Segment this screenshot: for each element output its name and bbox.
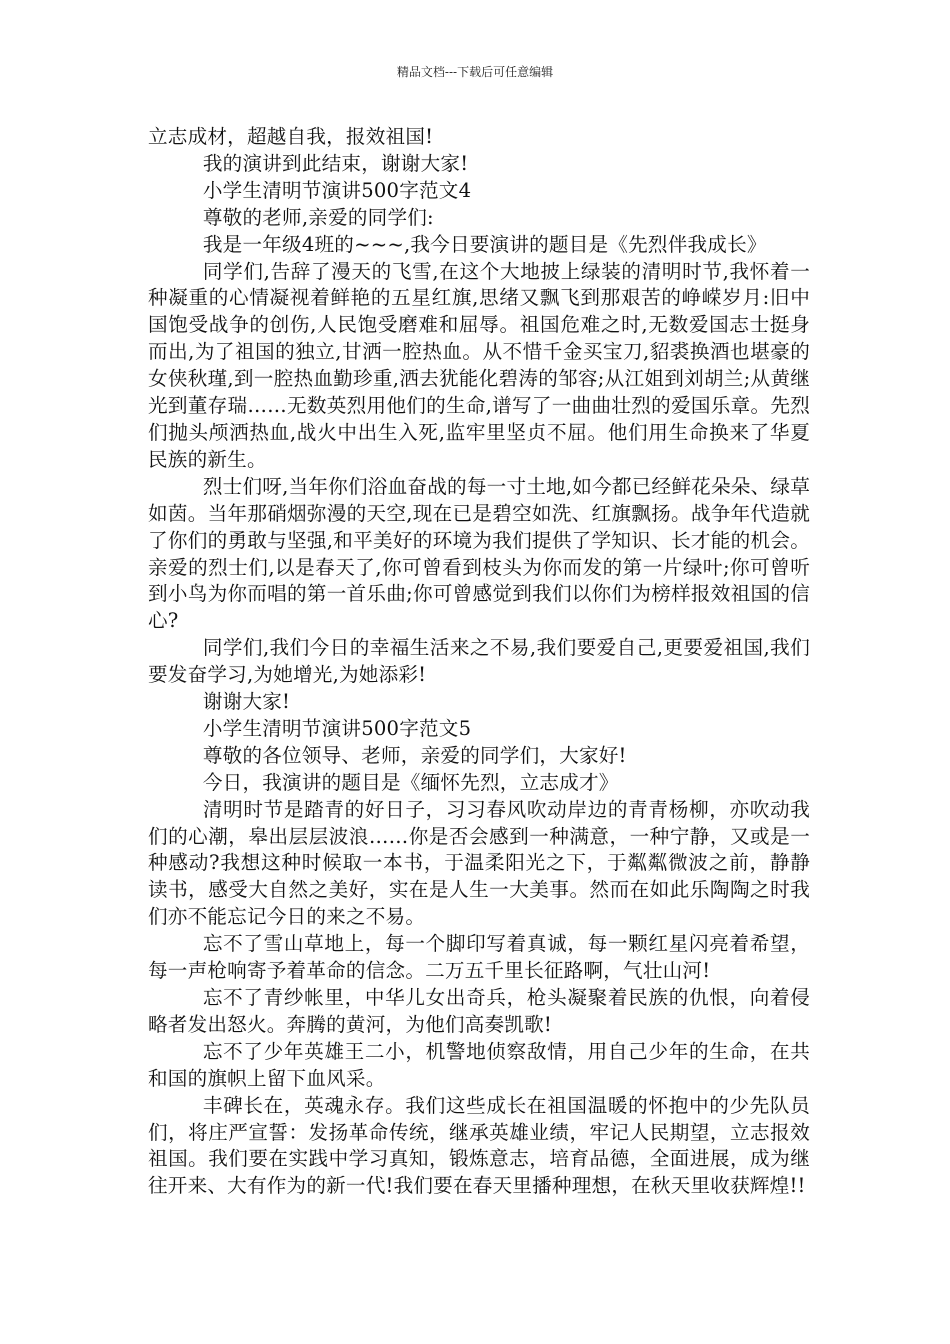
paragraph: 同学们,告辞了漫天的飞雪,在这个大地披上绿装的清明时节,我怀着一种凝重的心情凝视着鲜艳的五星红旗,思绪又飘飞到那艰苦的峥嵘岁月:旧中国饱受战争的创伤,人民饱受磨难和屈辱。祖国危难之时,无数爱国志士挺身而出,为了祖国的独立,甘洒一腔热血。从不惜千金买宝刀,貂裘换酒也堪豪的女侠秋瑾,到一腔热血勤珍重,洒去犹能化碧涛的邹容;从江姐到刘胡兰;从黄继光到董存瑞……无数英烈用他们的生命,谱写了一曲曲壮烈的爱国乐章。先烈们抛头颅洒热血,战火中出生入死,监牢里坚贞不屈。他们用生命换来了华夏民族的新生。: [148, 259, 810, 471]
document-body: [148, 124, 810, 1200]
paragraph: 同学们,我们今日的幸福生活来之不易,我们要爱自己,更要爱祖国,我们要发奋学习,为她增光,为她添彩!: [148, 636, 810, 687]
paragraph: 烈士们呀,当年你们浴血奋战的每一寸土地,如今都已经鲜花朵朵、绿草如茵。当年那硝烟弥漫的天空,现在已是碧空如洗、红旗飘扬。战争年代造就了你们的勇敢与坚强,和平美好的环境为我们提供了学知识、长才能的机会。亲爱的烈士们,以是春天了,你可曾看到枝头为你而发的第一片绿叶;你可曾听到小鸟为你而唱的第一首乐曲;你可曾感觉到我们以你们为榜样报效祖国的信心?: [148, 474, 810, 633]
page-header: 精品文档---下载后可任意编辑: [396, 65, 554, 79]
salutation: 尊敬的各位领导、老师，亲爱的同学们，大家好!: [202, 743, 627, 767]
paragraph: 谢谢大家!: [202, 690, 291, 714]
section-heading: 小学生清明节演讲500字范文4: [202, 178, 472, 202]
paragraph: 我是一年级4班的~~~,我今日要演讲的题目是《先烈伴我成长》: [202, 232, 767, 256]
section-heading: 小学生清明节演讲500字范文5: [202, 716, 472, 740]
paragraph: 立志成材，超越自我，报效祖国!: [148, 125, 434, 148]
paragraph: 忘不了少年英雄王二小，机警地侦察敌情，用自己少年的生命，在共和国的旗帜上留下血风采。: [148, 1039, 810, 1090]
salutation: 尊敬的老师,亲爱的同学们:: [202, 205, 434, 229]
paragraph: 忘不了雪山草地上，每一个脚印写着真诚，每一颗红星闪亮着希望，每一声枪响寄予着革命的信念。二万五千里长征路啊，气壮山河!: [148, 932, 810, 983]
paragraph: 清明时节是踏青的好日子，习习春风吹动岸边的青青杨柳，亦吹动我们的心潮，皋出层层波浪……你是否会感到一种满意，一种宁静，又或是一种感动?我想这种时候取一本书，于温柔阳光之下，于粼粼微波之前，静静读书，感受大自然之美好，实在是人生一大美事。然而在如此乐陶陶之时我们亦不能忘记今日的来之不易。: [148, 797, 810, 929]
paragraph: 丰碑长在，英魂永存。我们这些成长在祖国温暖的怀抱中的少先队员们，将庄严宣誓：发扬革命传统，继承英雄业绩，牢记人民期望，立志报效祖国。我们要在实践中学习真知，锻炼意志，培育品德，全面进展，成为继往开来、大有作为的新一代!我们要在春天里播种理想，在秋天里收获辉煌!!: [148, 1093, 810, 1198]
paragraph: 我的演讲到此结束，谢谢大家!: [202, 151, 469, 175]
paragraph: 忘不了青纱帐里，中华儿女出奇兵，枪头凝聚着民族的仇恨，向着侵略者发出怒火。奔腾的黄河，为他们高奏凯歌!: [148, 986, 810, 1036]
paragraph: 今日，我演讲的题目是《缅怀先烈，立志成才》: [202, 770, 619, 794]
